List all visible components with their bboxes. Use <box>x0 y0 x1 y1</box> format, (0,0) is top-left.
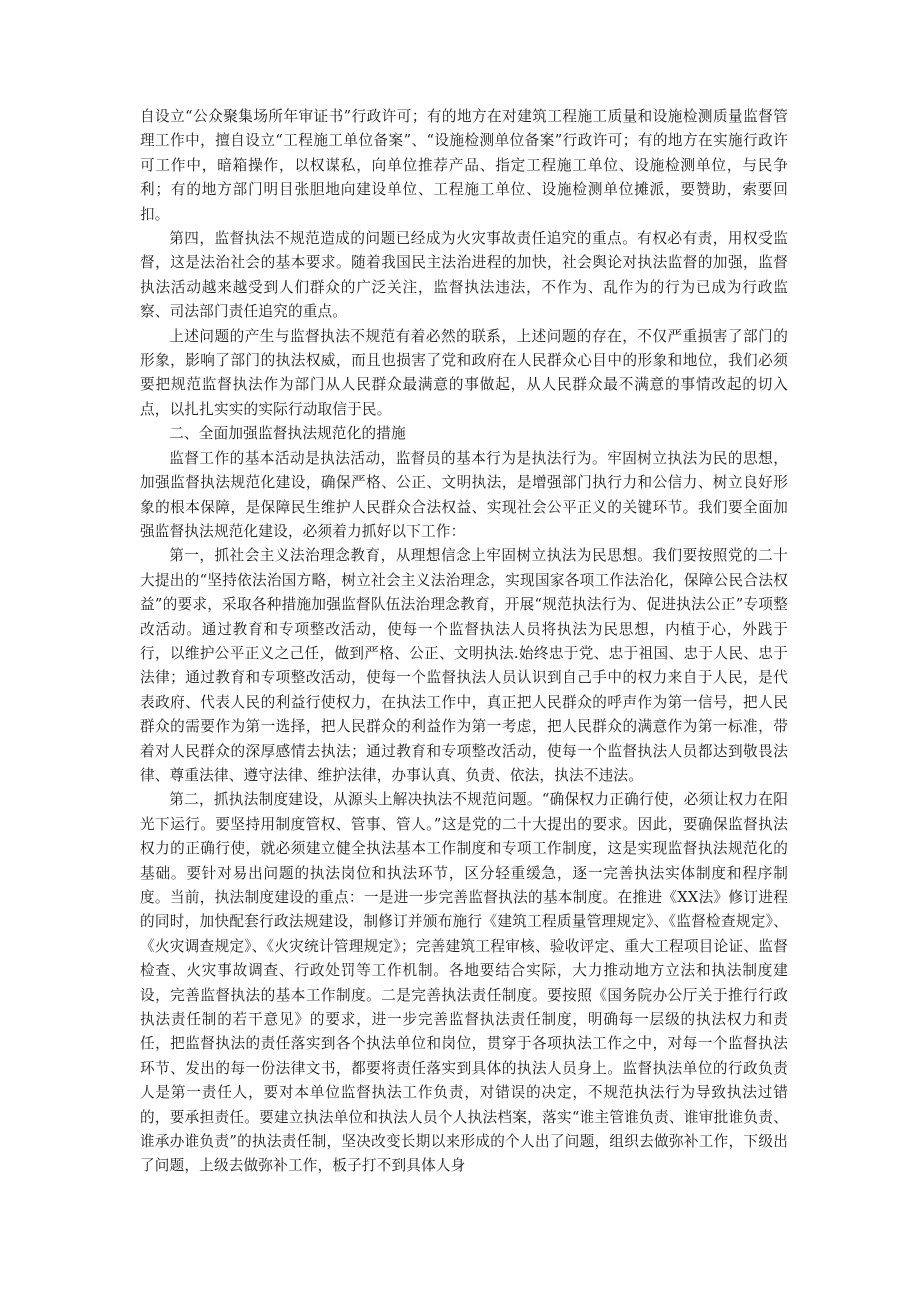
paragraph-section-intro: 监督工作的基本活动是执法活动，监督员的基本行为是执法行为。牢固树立执法为民的思想，加强监督执法规范化建设，确保严格、公正、文明执法，是增强部门执行力和公信力、树立良好形象的根本保障，是保障民生维护人民群众合法权益、实现社会公平正义的关键环节。我们要全面加强监督执法规范化建设，必须着力抓好以下工作： <box>140 449 788 540</box>
section-heading-2: 二、全面加强监督执法规范化的措施 <box>169 425 406 443</box>
paragraph-continuation: 自设立“公众聚集场所年审证书”行政许可；有的地方在对建筑工程施工质量和设施检测质量监督管理工作中，擅自设立“工程施工单位备案”、“设施检测单位备案”行政许可；有的地方在实施行政许可工作中，暗箱操作，以权谋私，向单位推荐产品、指定工程施工单位、设施检测单位，与民争利；有的地方部门明目张胆地向建设单位、工程施工单位、设施检测单位摊派，要赞助，索要回扣。 <box>140 108 788 223</box>
document-body <box>140 105 788 1179</box>
paragraph-first-measure: 第一，抓社会主义法治理念教育，从理想信念上牢固树立执法为民思想。我们要按照党的二十大提出的“坚持依法治国方略，树立社会主义法治理念，实现国家各项工作法治化，保障公民合法权益”的要求，采取各种措施加强监督队伍法治理念教育，开展“规范执法行为、促进执法公正”专项整改活动。通过教育和专项整改活动，使每一个监督执法人员将执法为民思想，内植于心，外践于行，以维护公平正义之己任，做到严格、公正、文明执法.始终忠于党、忠于祖国、忠于人民、忠于法律；通过教育和专项整改活动，使每一个监督执法人员认识到自己手中的权力来自于人民，是代表政府、代表人民的利益行使权力，在执法工作中，真正把人民群众的呼声作为第一信号，把人民群众的需要作为第一选择，把人民群众的利益作为第一考虑，把人民群众的满意作为第一标准，带着对人民群众的深厚感情去执法；通过教育和专项整改活动，使每一个监督执法人员都达到敬畏法律、尊重法律、遵守法律、维护法律，办事认真、负责、依法，执法不违法。 <box>140 547 788 784</box>
paragraph-second-measure: 第二，抓执法制度建设，从源头上解决执法不规范问题。“确保权力正确行使，必须让权力在阳光下运行。要坚持用制度管权、管事、管人。”这是党的二十大提出的要求。因此，要确保监督执法权力的正确行使，就必须建立健全执法基本工作制度和专项工作制度，这是实现监督执法规范化的基础。要针对易出问题的执法岗位和执法环节，区分轻重缓急，逐一完善执法实体制度和程序制度。当前，执法制度建设的重点：一是进一步完善监督执法的基本制度。在推进《XX法》修订进程的同时，加快配套行政法规建设，制修订并颁布施行《建筑工程质量管理规定》、《监督检查规定》、《火灾调查规定》、《火灾统计管理规定》；完善建筑工程审核、验收评定、重大工程项目论证、监督检查、火灾事故调查、行政处罚等工作机制。各地要结合实际，大力推动地方立法和执法制度建设，完善监督执法的基本工作制度。二是完善执法责任制度。要按照《国务院办公厅关于推行行政执法责任制的若干意见》的要求，进一步完善监督执法责任制度，明确每一层级的执法权力和责任，把监督执法的责任落实到各个执法单位和岗位，贯穿于各项执法工作之中，对每一个监督执法环节、发出的每一份法律文书，都要将责任落实到具体的执法人员身上。监督执法单位的行政负责人是第一责任人，要对本单位监督执法工作负责，对错误的决定，不规范执法行为导致执法过错的，要承担责任。要建立执法单位和执法人员个人执法档案，落实“谁主管谁负责、谁审批谁负责、谁承办谁负责”的执法责任制，坚决改变长期以来形成的个人出了问题，组织去做弥补工作，下级出了问题，上级去做弥补工作，板子打不到具体人身 <box>140 791 788 1175</box>
paragraph-fourth-point: 第四，监督执法不规范造成的问题已经成为火灾事故责任追究的重点。有权必有责，用权受监督，这是法治社会的基本要求。随着我国民主法治进程的加快，社会舆论对执法监督的加强，监督执法活动越来越受到人们群众的广泛关注，监督执法违法，不作为、乱作为的行为已成为行政监察、司法部门责任追究的重点。 <box>140 230 788 321</box>
paragraph-summary: 上述问题的产生与监督执法不规范有着必然的联系，上述问题的存在，不仅严重损害了部门的形象，影响了部门的执法权威，而且也损害了党和政府在人民群众心目中的形象和地位，我们必须要把规范监督执法作为部门从人民群众最满意的事做起，从人民群众最不满意的事情改起的切入点，以扎扎实实的实际行动取信于民。 <box>140 327 788 418</box>
